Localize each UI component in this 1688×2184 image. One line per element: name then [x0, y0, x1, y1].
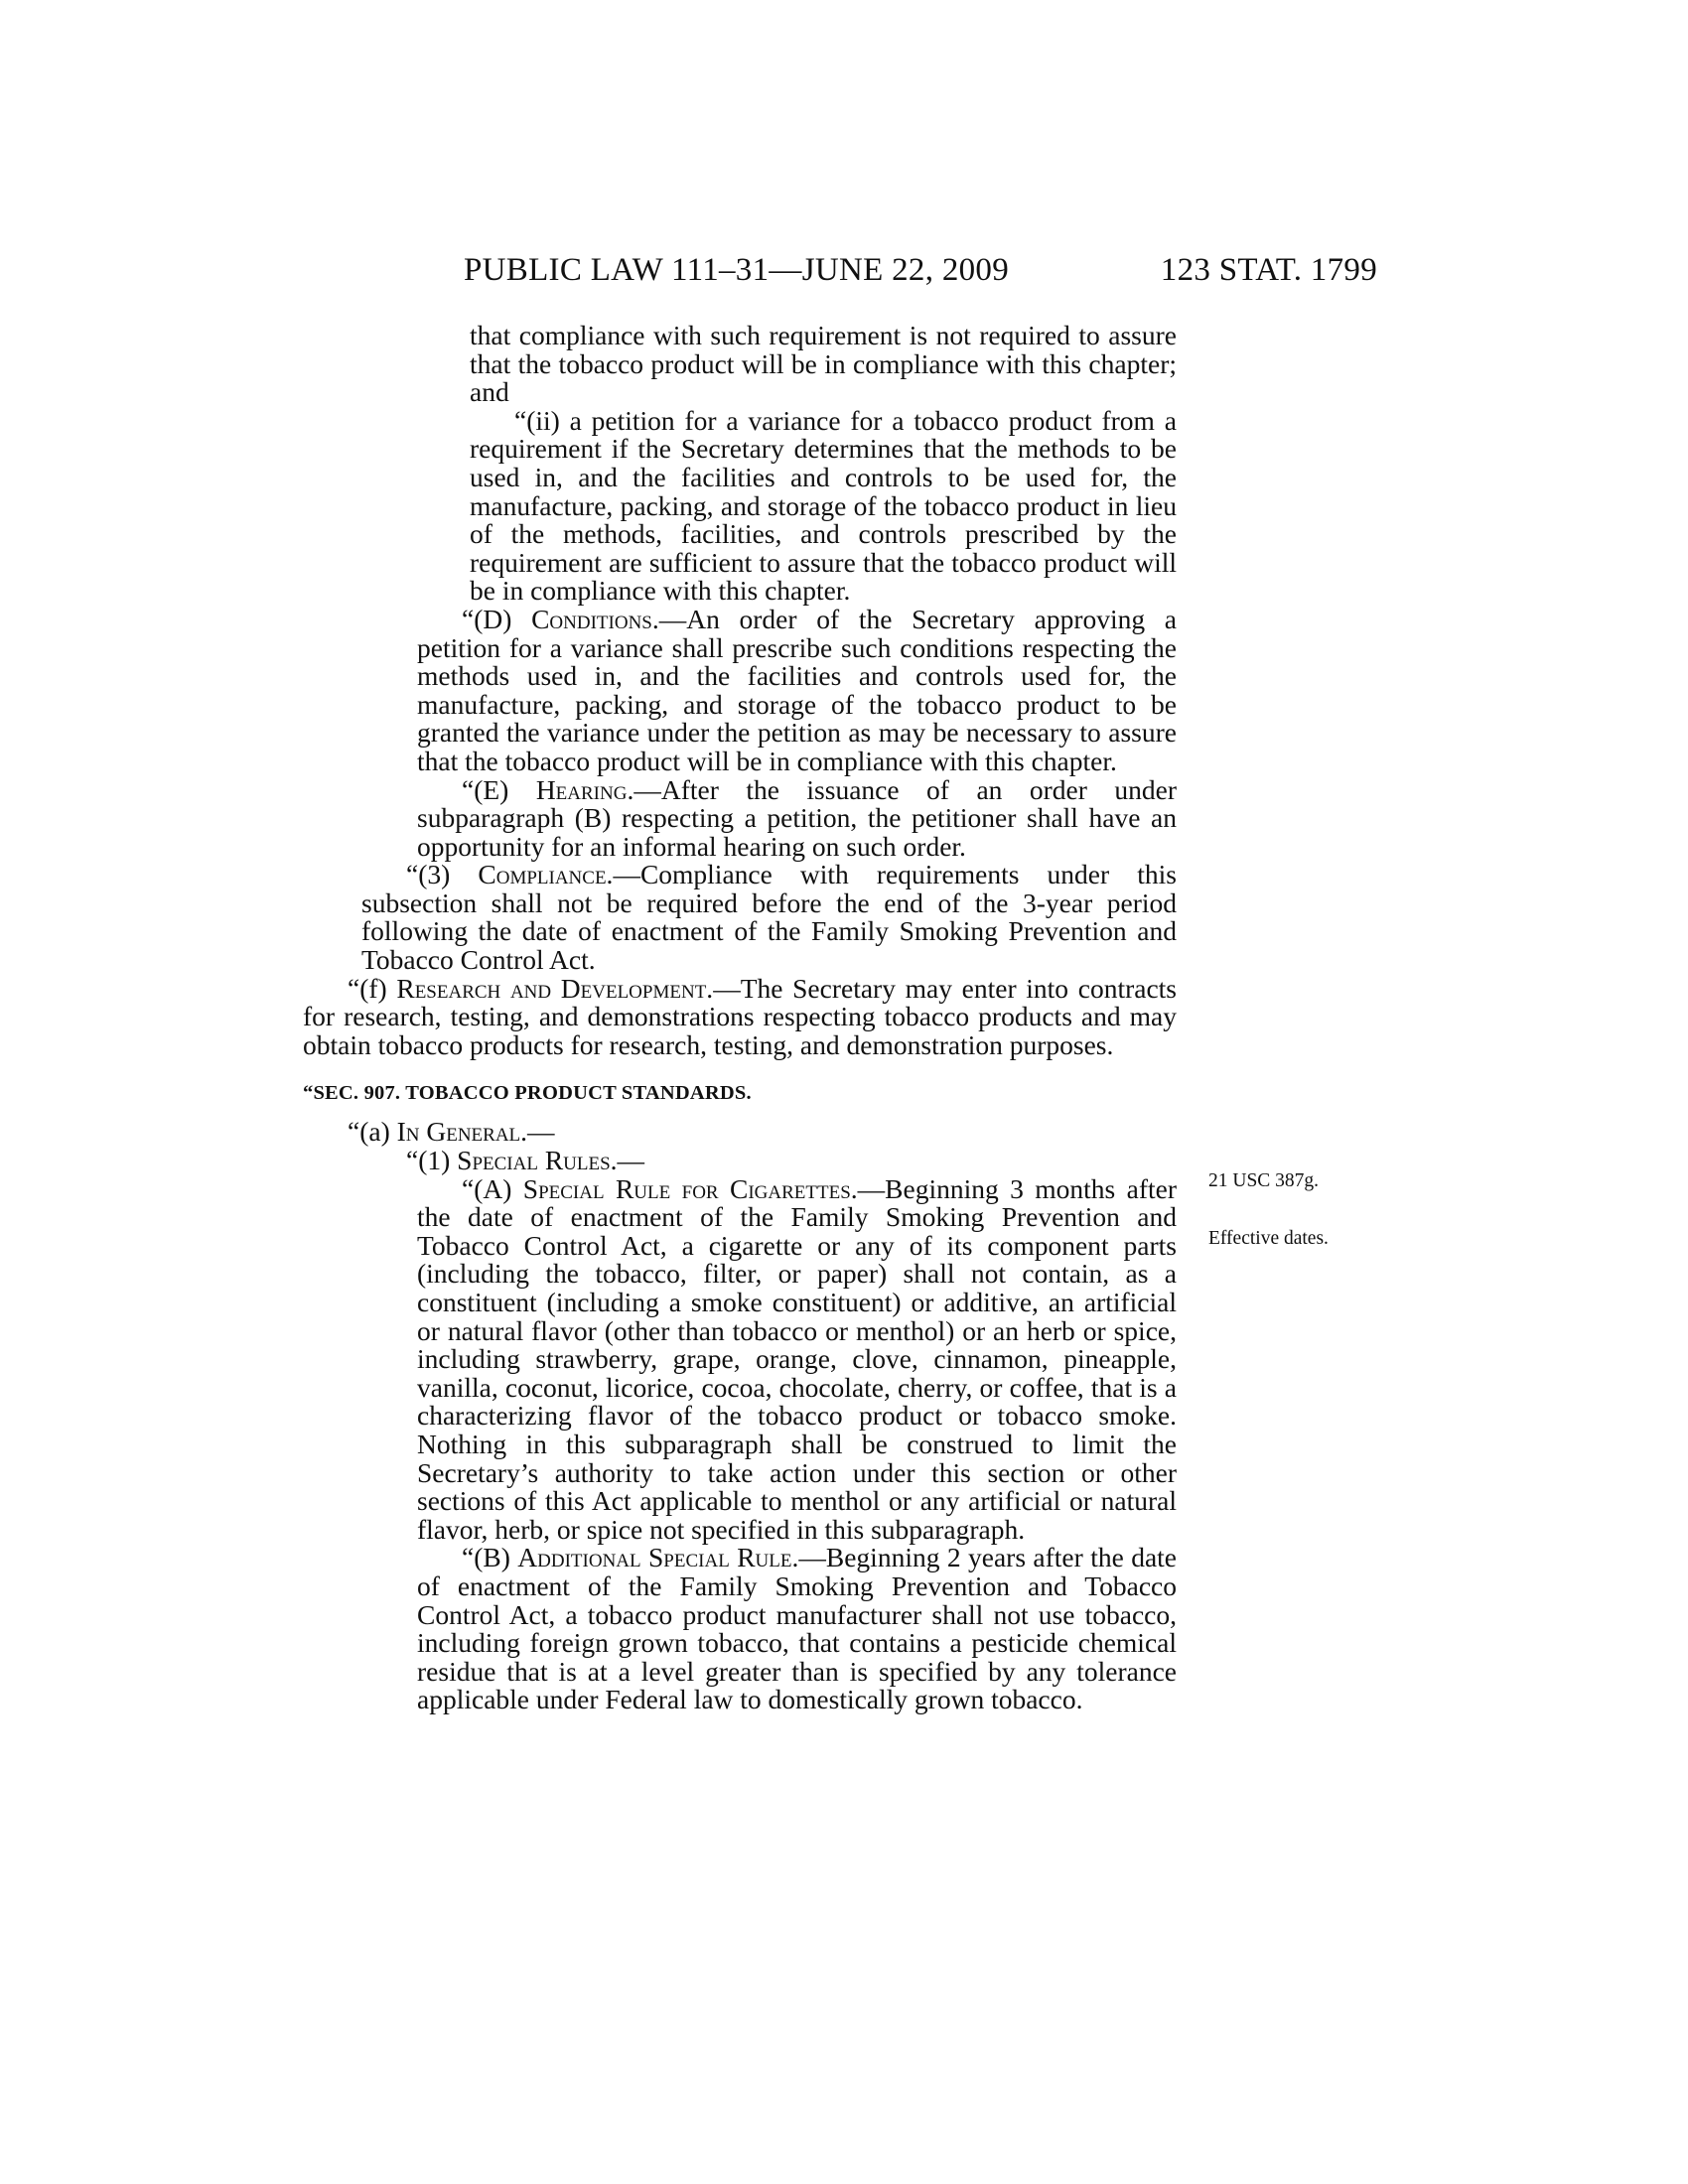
caption-hearing: Hearing. — [535, 773, 634, 805]
paragraph-subsection-a: “(a) In General.— — [348, 1116, 555, 1148]
caption-in-general: In General. — [396, 1116, 528, 1148]
caption-compliance: Compliance. — [478, 859, 614, 890]
paragraph-subpara-d: “(D) Conditions.—An order of the Secretary approving a petition for a variance shall prescribe such conditions respecting the methods used in, and the facilities and controls used for, the manufacture, packing, and storage of the tobacco product to be granted the variance under the petition as may be necessary to assure that the tobacco product will be in compliance with this chapter. — [417, 603, 1178, 776]
running-header — [464, 250, 1377, 290]
header-public-law: PUBLIC LAW 111–31—JUNE 22, 2009 — [464, 252, 1010, 288]
paragraph-para-3: “(3) Compliance.—Compliance with requirements under this subsection shall not be required before the end of the 3-year period following the date of enactment of the Family Smoking Prevention and Tobacco Control Act. — [361, 859, 1177, 976]
section-heading: “SEC. 907. TOBACCO PRODUCT STANDARDS. — [303, 1082, 752, 1105]
paragraph-subsection-f: “(f) Research and Development.—The Secretary may enter into contracts for research, testing, and demonstrations respecting tobacco products and may obtain tobacco products for research, testing, and demonstration purposes. — [303, 972, 1177, 1060]
margin-note-usc: 21 USC 387g. — [1208, 1170, 1320, 1191]
body-text — [303, 322, 1177, 1714]
paragraph-para-1: “(1) Special Rules.— — [406, 1145, 645, 1176]
paragraph-subpara-b: “(B) Additional Special Rule.—Beginning 2 years after the date of enactment of the Family Smoking Prevention and Tobacco Control Act, a tobacco product manufacturer shall not use tobacco, including foreign grown tobacco, that contains a pesticide chemical residue that is at a level greater than is specified by any tolerance applicable under Federal law to domestically grown tobacco. — [417, 1542, 1178, 1715]
header-stat-page: 123 STAT. 1799 — [1160, 252, 1377, 288]
paragraph-subpara-e: “(E) Hearing.—After the issuance of an order under subparagraph (B) respecting a petition, the petitioner shall have an opportunity for an informal hearing on such order. — [417, 773, 1177, 862]
caption-research: Research and Development. — [396, 972, 714, 1004]
paragraph-clause-ii: “(ii) a petition for a variance for a tobacco product from a requirement if the Secretary determines that the methods to be used in, and the facilities and controls to be used for, the manufacture, packing, and storage of the tobacco product in lieu of the methods, facilities, and controls prescribed by the requirement are sufficient to assure that the tobacco product will be in compliance with this chapter. — [470, 404, 1177, 607]
caption-special-rule-cigarettes: Special Rule for Cigarettes. — [522, 1172, 858, 1204]
paragraph-subpara-a: “(A) Special Rule for Cigarettes.—Beginning 3 months after the date of enactment of the Family Smoking Prevention and Tobacco Control Act, a cigarette or any of its component parts (including the tobacco, filter, or paper) shall not contain, as a constituent (including a smoke constituent) or additive, an artificial or natural flavor (other than tobacco or menthol) or an herb or spice, including strawberry, grape, orange, clove, cinnamon, pineapple, vanilla, coconut, licorice, cocoa, chocolate, cherry, or coffee, that is a characterizing flavor of the tobacco product or tobacco smoke. Nothing in this subparagraph shall be construed to limit the Secretary’s authority to take action under this section or other sections of this Act applicable to menthol or any artificial or natural flavor, herb, or spice not specified in this subparagraph. — [417, 1172, 1177, 1545]
caption-special-rules: Special Rules. — [457, 1145, 618, 1176]
paragraph-continuation: that compliance with such requirement is not required to assure that the tobacco product will be in compliance with this chapter; and — [470, 320, 1177, 408]
margin-note-effective-dates: Effective dates. — [1208, 1228, 1329, 1249]
caption-conditions: Conditions. — [531, 603, 659, 634]
caption-additional-special-rule: Additional Special Rule. — [517, 1542, 799, 1573]
